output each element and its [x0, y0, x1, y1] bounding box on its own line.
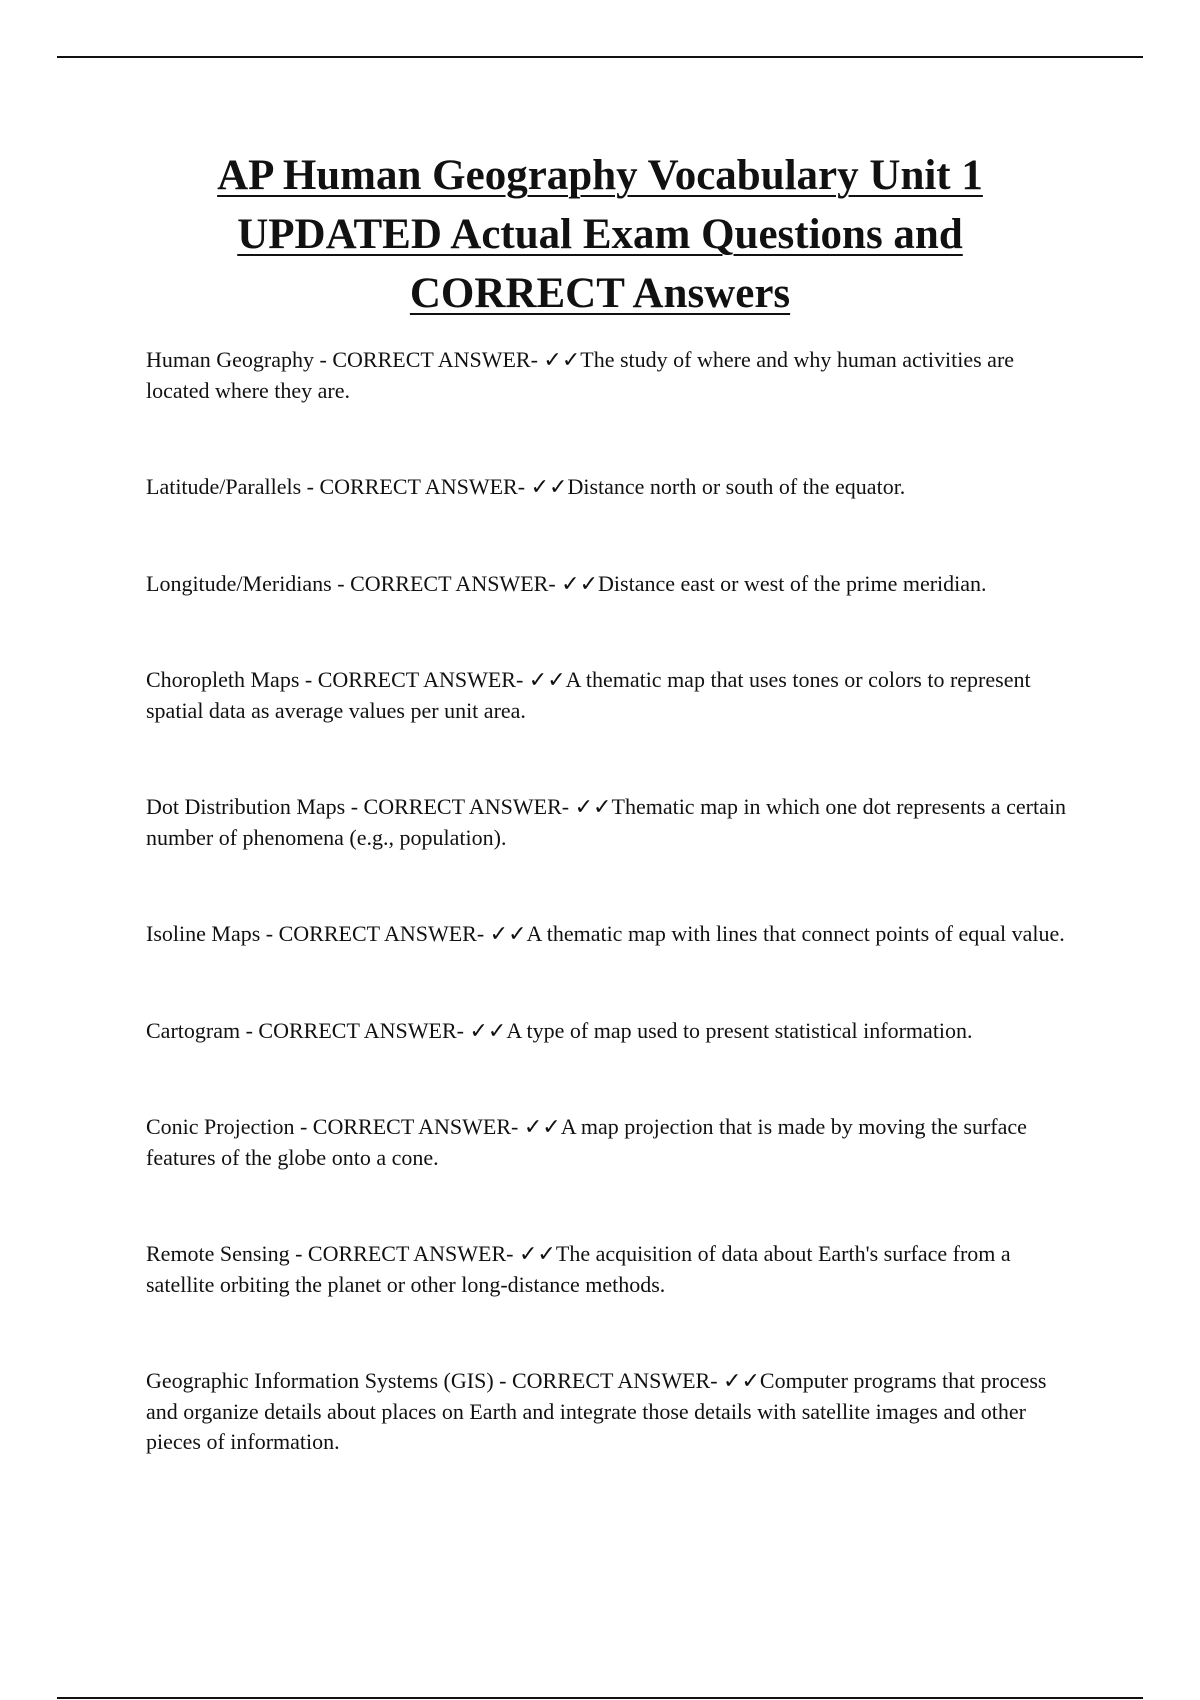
vocab-entry-cartogram [146, 1016, 1066, 1047]
definition: Distance north or south of the equator. [567, 474, 906, 499]
term: Isoline Maps [146, 921, 261, 946]
vocab-entry-longitude [146, 569, 1066, 600]
definition: A map projection that is made by moving the surface features of the globe onto a cone. [146, 1114, 1027, 1170]
top-rule [57, 56, 1143, 58]
vocab-entry-isoline [146, 919, 1066, 950]
answer-separator: - CORRECT ANSWER- [289, 1241, 519, 1266]
title-line-3: CORRECT Answers [409, 270, 791, 317]
vocabulary-list [146, 345, 1066, 1458]
definition: The acquisition of data about Earth's surface from a satellite orbiting the planet or other long-distance methods. [146, 1241, 1011, 1297]
answer-separator: - CORRECT ANSWER- [299, 667, 529, 692]
definition: A thematic map that uses tones or colors to represent spatial data as average values per unit area. [146, 667, 1031, 723]
term: Remote Sensing [146, 1241, 290, 1266]
definition: Thematic map in which one dot represents a certain number of phenomena (e.g., population). [146, 794, 1066, 850]
check-marks-icon: ✓✓ [489, 921, 527, 946]
check-marks-icon: ✓✓ [519, 1241, 556, 1266]
term: Geographic Information Systems (GIS) [146, 1368, 494, 1393]
check-marks-icon: ✓✓ [543, 347, 581, 372]
vocab-entry-remote-sensing [146, 1239, 1066, 1300]
answer-separator: - CORRECT ANSWER- [240, 1017, 470, 1043]
check-marks-icon: ✓✓ [469, 1017, 507, 1043]
bottom-rule [57, 1697, 1143, 1699]
check-marks-icon: ✓✓ [528, 667, 566, 692]
vocab-entry-choropleth [146, 665, 1066, 726]
check-marks-icon: ✓✓ [530, 474, 568, 499]
title-line-2: UPDATED Actual Exam Questions and [237, 211, 963, 258]
check-marks-icon: ✓✓ [723, 1368, 760, 1393]
vocab-entry-gis [146, 1366, 1066, 1458]
definition: Computer programs that process and organize details about places on Earth and integrate those details with satellite images and other pieces of information. [146, 1368, 1047, 1454]
answer-separator: - CORRECT ANSWER- [493, 1368, 724, 1393]
vocab-entry-dot-distribution [146, 792, 1066, 853]
answer-separator: - CORRECT ANSWER- [314, 347, 544, 372]
definition: A type of map used to present statistical information. [506, 1017, 973, 1043]
answer-separator: - CORRECT ANSWER- [294, 1114, 524, 1139]
definition: Distance east or west of the prime meridian. [598, 570, 987, 596]
check-marks-icon: ✓✓ [574, 794, 612, 819]
answer-separator: - CORRECT ANSWER- [301, 474, 531, 499]
term: Choropleth Maps [146, 667, 300, 692]
term: Latitude/Parallels [146, 474, 302, 499]
vocab-entry-conic-projection [146, 1112, 1066, 1173]
check-marks-icon: ✓✓ [523, 1114, 561, 1139]
answer-separator: - CORRECT ANSWER- [260, 921, 490, 946]
answer-separator: - CORRECT ANSWER- [331, 570, 562, 596]
term: Dot Distribution Maps [146, 794, 346, 819]
title-line-1: AP Human Geography Vocabulary Unit 1 [217, 152, 983, 199]
answer-separator: - CORRECT ANSWER- [345, 794, 575, 819]
definition: A thematic map with lines that connect points of equal value. [526, 921, 1065, 946]
document-title [100, 146, 1100, 323]
term: Human Geography [146, 347, 315, 372]
definition: The study of where and why human activities are located where they are. [146, 347, 1015, 403]
vocab-entry-latitude [146, 472, 1066, 503]
term: Cartogram [146, 1017, 241, 1043]
term: Conic Projection [146, 1114, 295, 1139]
check-marks-icon: ✓✓ [561, 570, 599, 596]
term: Longitude/Meridians [146, 570, 332, 596]
vocab-entry-human-geography [146, 345, 1066, 406]
